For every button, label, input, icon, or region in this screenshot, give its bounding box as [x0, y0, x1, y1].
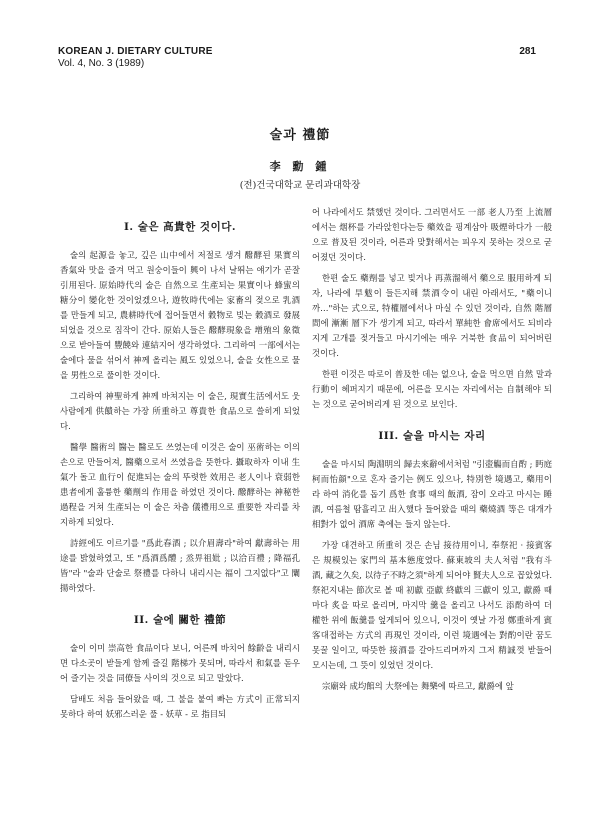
- body-paragraph: 담배도 처음 들어왔을 때, 그 불을 붙여 빠는 方式이 正常되지 못하다 하여 妖邪스러운 풀 - 妖草 - 로 指目되: [60, 694, 300, 719]
- journal-name: KOREAN J. DIETARY CULTURE: [58, 46, 213, 57]
- section-2-heading: II. 술에 關한 禮節: [133, 614, 227, 626]
- body-paragraph: 한편 이것은 따로이 普及한 데는 없으나, 술을 먹으면 自然 말과 行動이 헤퍼지기 때문에, 어른을 모시는 자리에서는 自制해야 되는 것으로 굳어버리게 된 것으로 보인다.: [312, 369, 553, 409]
- body-paragraph: 술의 起源을 놓고, 깊은 山中에서 저절로 생겨 醱酵된 果實의 香氣와 맛을 즐겨 먹고 원숭이들이 興이 나서 날뛰는 얘기가 곧잘 引用된다. 原始時代의 술은 自然으로 生產되는 果實이나 蜂蜜의 糖分이 變化한 것이었겠으나, 遊牧時代에는 家畜의 젖으로 乳酒를 만들게 되고, 農耕時代에 접어들면서 穀物로 빚는 穀酒로 發展되었을 것으로 짐작이 간다. 原始人들은 醱酵現象을 增殖의 象徵으로 받아들여 豐饒와 連結지어 생각하였다. 그리하여 一部에서는 술에다 물을 섞어서 神께 올리는 風도 있었으니, 술을 女性으로 물을 男性으로 풀이한 것이다.: [60, 250, 300, 380]
- body-paragraph: 醫學 醫術의 醫는 醫로도 쓰였는데 이것은 술이 巫術하는 이의 손으로 만들어져, 醫藥으로서 쓰였음을 뜻한다. 攝取하자 이내 生氣가 돌고 血行이 促進되는 술의 뚜렷한 效用은 老人이나 衰弱한 患者에게 훌륭한 藥劑의 作用을 하였던 것이다. 醱酵하는 神秘한 過程을 거쳐 生產되는 이 술은 차츰 儀禮用으로 重要한 자리를 차지하게 되었다.: [60, 442, 300, 527]
- page-number: 281: [519, 46, 536, 57]
- body-paragraph: 어 나라에서도 禁했던 것이다. 그러면서도 一部 老人乃至 上流層에서는 烟杯를 가라앉힌다는등 藥效을 핑계삼아 吸煙하다가 一般으로 普及된 것이라, 어른과 맞對해서는 피우지 못하는 것으로 굳어졌던 것이다.: [312, 207, 552, 262]
- body-paragraph: 술이 이미 崇高한 食品이다 보니, 어른께 바치어 餘齡을 내리시면 다소곳이 받들게 함께 즐길 階梯가 못되며, 따라서 和氣를 돋우어 즐기는 것을 同僚들 사이의 것으로 되고 말았다.: [60, 643, 300, 683]
- body-paragraph: 가장 대견하고 所重히 것은 손님 接待用이니, 奉祭祀 · 接賓客은 規模있는 家門의 基本態度였다. 蘇東坡의 夫人처럼 "我有斗酒, 藏之久矣, 以待子不時之須"하게 되어야 賢夫人으로 꼽았었다. 祭祀지내는 節次로 볼 때 初獻 亞獻 終獻의 三獻이 있고, 獻爵 때마다 炙을 따로 올리며, 마지막 羹을 올리고 나서도 添酌하여 더 權한 위에 飯羹를 엎게되어 있으니, 이것이 옛날 가정 鄭重하게 賓客대접하는 方式의 再現인 것이라, 이런 境遇에는 對酌이란 꿈도 못꿀 일이고, 따뜻한 接酒를 갈아드리며까지 그저 精誠껏 받들어 모시는데, 그 뜻이 있었던 것이다.: [312, 540, 552, 670]
- journal-header: [58, 46, 213, 70]
- section-3-heading: III. 술을 마시는 자리: [378, 430, 486, 442]
- right-column: [312, 205, 552, 700]
- body-paragraph: 그리하여 神聖하게 神께 바쳐지는 이 술은, 現實生活에서도 웃사람에게 供饋하는 가장 所重하고 尊貴한 食品으로 쓸히게 되었다.: [60, 391, 300, 431]
- body-paragraph: 宗廟와 成均館의 大祭에는 舞樂에 따르고, 獻爵에 앞: [322, 681, 514, 691]
- author-affiliation: (전)건국대학교 문리과대학장: [239, 180, 361, 191]
- article-title: 술과 禮節: [269, 128, 331, 143]
- body-paragraph: 詩經에도 이르기를 "爲此春酒 ; 以介眉壽라"하여 獻壽하는 用途를 밝혔하였고, 또 "爲酒爲醴 ; 烝畀祖妣 ; 以洽百禮 ; 降福孔皆"라 "술과 단술로 祭禮를 다하니 내리시는 福이 그지없다"고 闡揚하였다.: [60, 538, 300, 593]
- section-1-heading: I. 술은 高貴한 것이다.: [123, 221, 237, 233]
- left-column: [60, 205, 300, 728]
- body-paragraph: 술을 마시되 陶淵明의 歸去來辭에서처럼 "引壺觴而自酌 ; 眄庭柯而怡顔"으로 혼자 즐기는 例도 있으나, 特別한 境遇고, 藥用이라 하여 消化를 돕기 爲한 食事 때의 飯酒, 잠이 오라고 마시는 睡酒, 여름철 땀흘리고 出入했다 들어왔을 때의 藥燒酒 等은 대개가 相對가 없어 酒席 축에는 들지 않는다.: [312, 459, 552, 529]
- journal-volume: Vol. 4, No. 3 (1989): [58, 58, 145, 69]
- article-author: 李 勳 鍾: [269, 160, 331, 173]
- body-paragraph: 한편 술도 藥劑를 넣고 빚거나 再蒸溜해서 藥으로 服用하게 되자, 나라에 旱魃이 들든지해 禁酒令이 내린 아래서도, "藥이니까…"하는 式으로, 特權層에서나 마실 수 있던 것이라, 自然 階層間에 漸漸 層下가 생기게 되고, 따라서 單純한 會席에서도 되비라지게 고개를 젖거들고 마시기에는 매우 거북한 食品이 되어버린 것이다.: [312, 273, 552, 358]
